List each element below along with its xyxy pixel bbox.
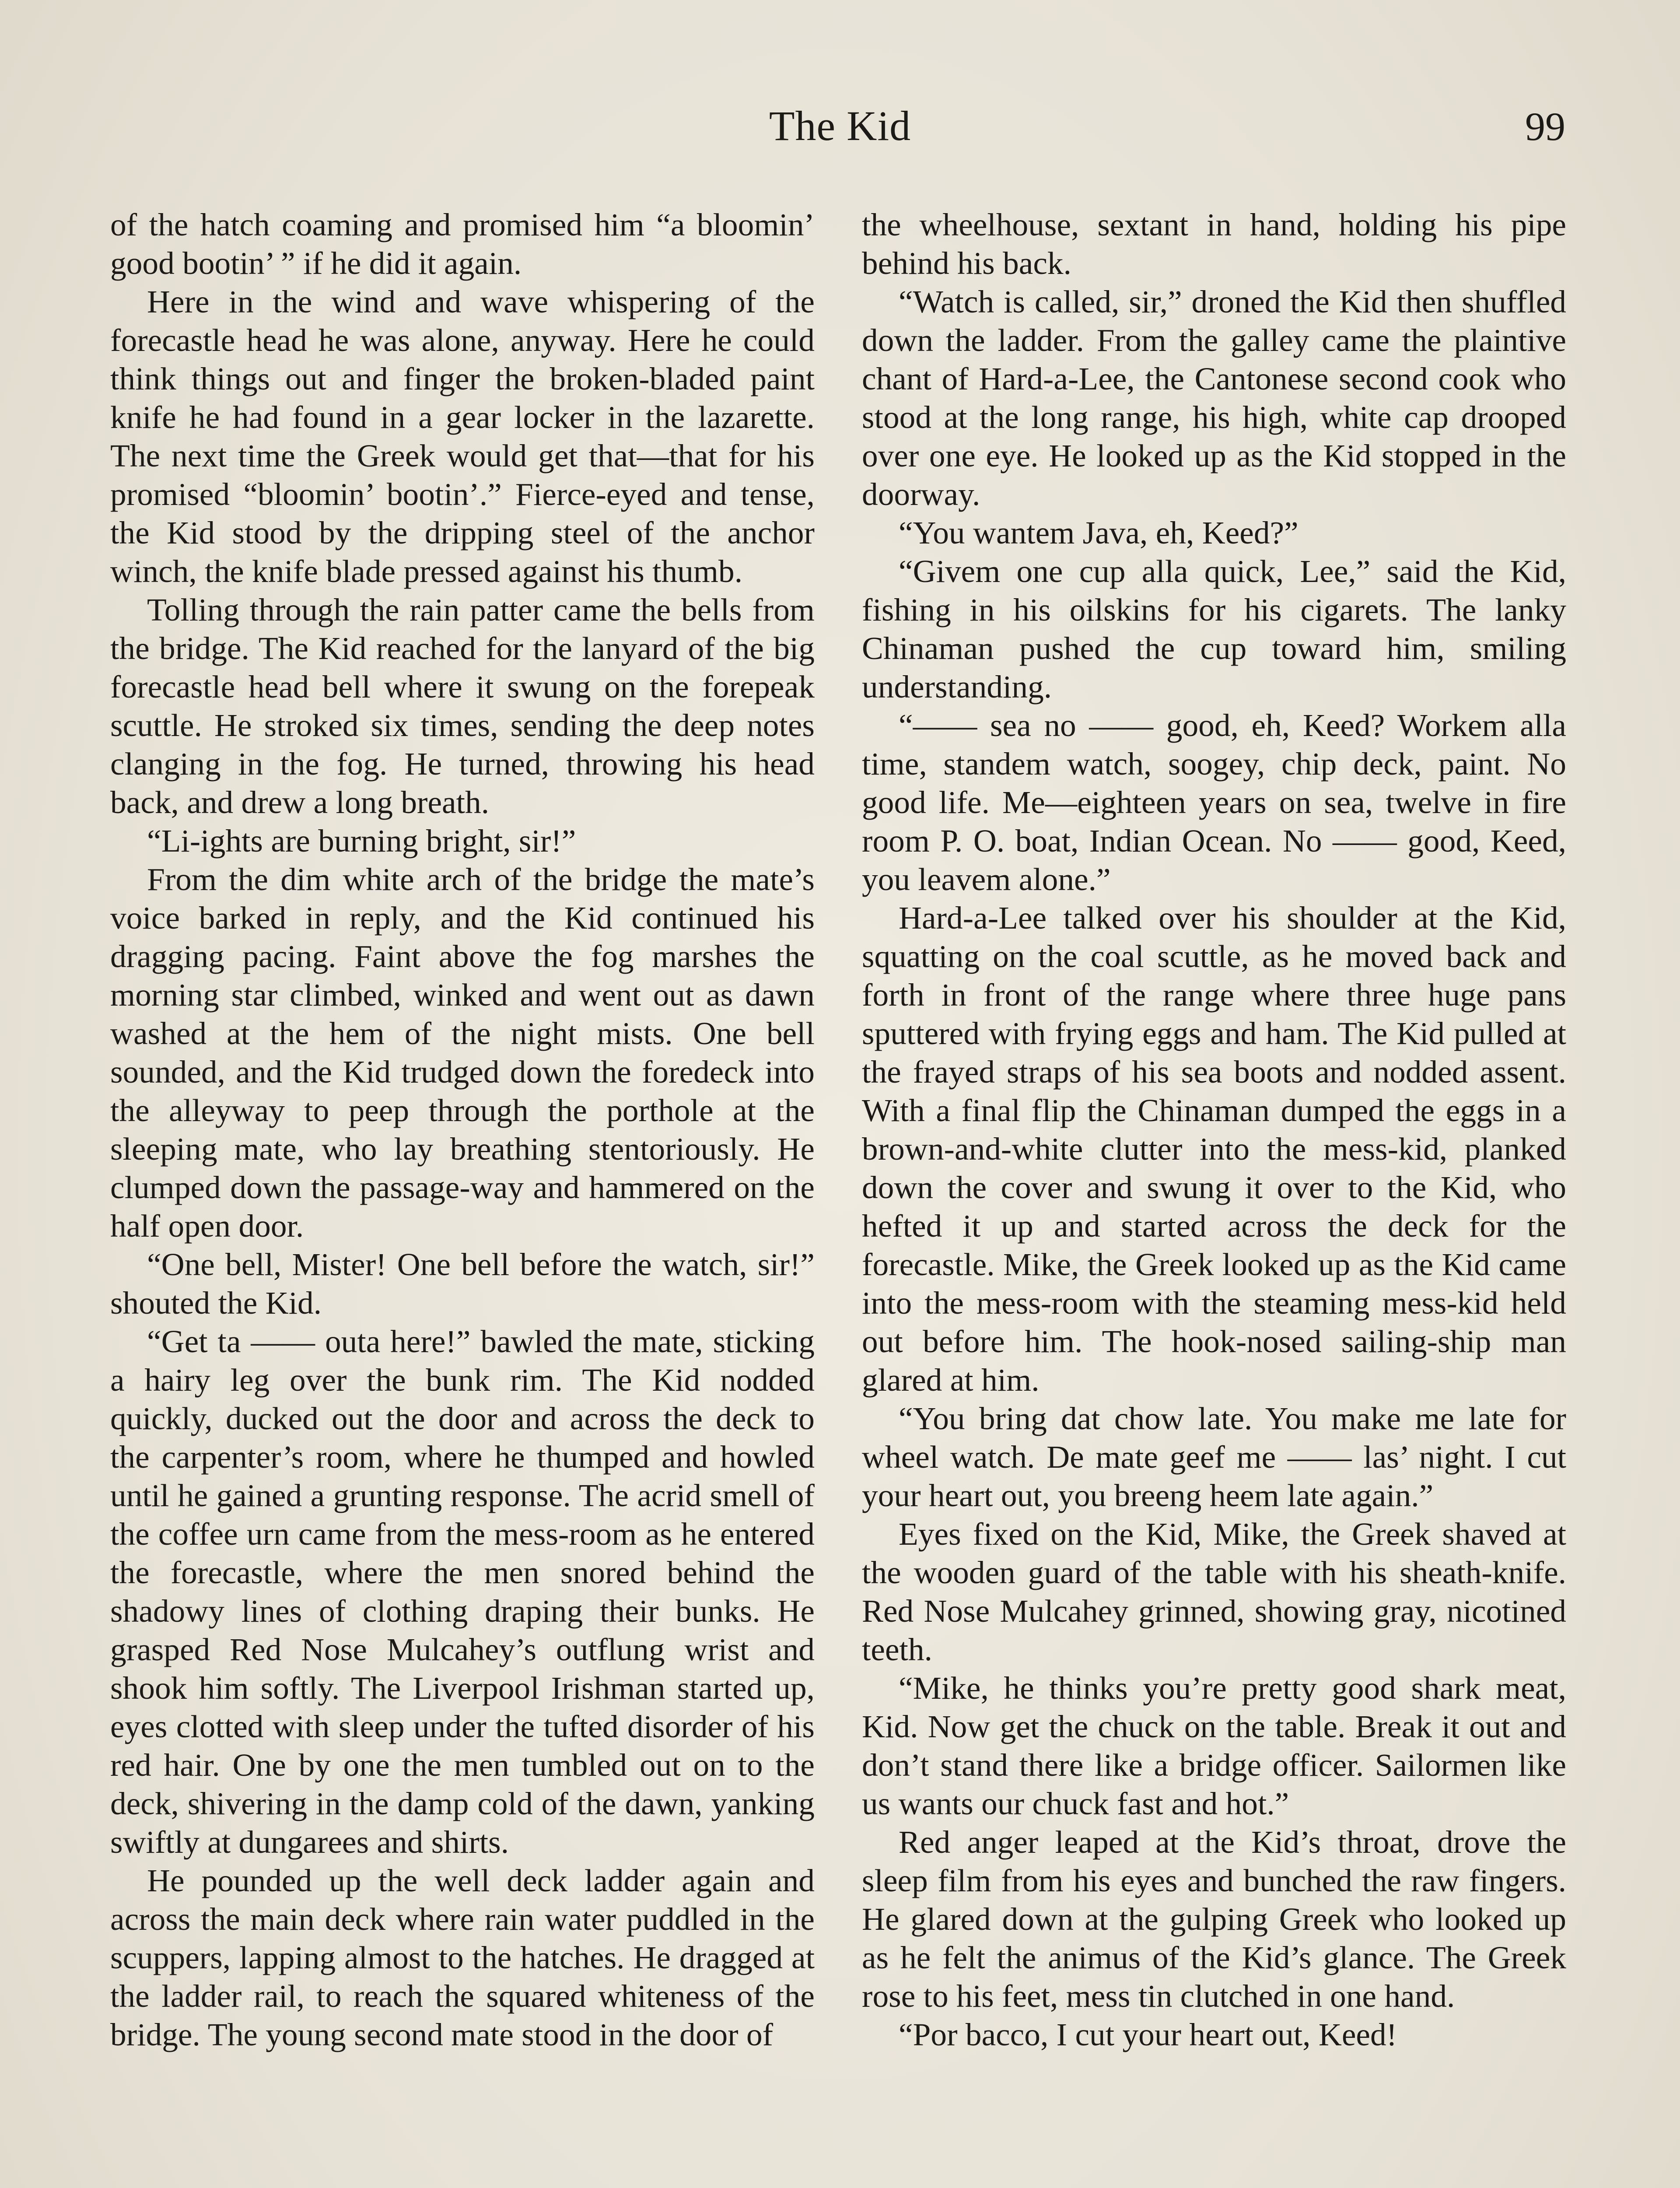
running-title: The Kid — [769, 102, 911, 149]
paragraph: Eyes fixed on the Kid, Mike, the Greek shaved at the wooden guard of the table with his sheath-knife. Red Nose Mulcahey grinned, showing gray, nicotined teeth. — [862, 1516, 1566, 1667]
paragraph: the wheelhouse, sextant in hand, holding his pipe behind his back. — [862, 207, 1566, 281]
paragraph: Tolling through the rain patter came the bells from the bridge. The Kid reached for the lanyard of the big forecastle head bell where it swung on the forepeak scuttle. He stroked six times, sending the deep notes clanging in the fog. He turned, throwing his head back, and drew a long breath. — [110, 592, 815, 820]
paragraph: Hard-a-Lee talked over his shoulder at the Kid, squatting on the coal scuttle, as he moved back and forth in front of the range where three huge pans sputtered with frying eggs and ham. The Kid pulled at the frayed straps of his sea boots and nodded assent. With a final flip the Chinaman dumped the eggs in a brown-and-white clutter into the mess-kid, planked down the cover and swung it over to the Kid, who hefted it up and started across the deck for the forecastle. Mike, the Greek looked up as the Kid came into the mess-room with the steaming mess-kid held out before him. The hook-nosed sailing-ship man glared at him. — [862, 900, 1566, 1398]
paragraph: “Mike, he thinks you’re pretty good shark meat, Kid. Now get the chuck on the table. Break it out and don’t stand there like a bridge officer. Sailormen like us wants our chuck fast and hot.” — [862, 1670, 1566, 1821]
paragraph: Red anger leaped at the Kid’s throat, drove the sleep film from his eyes and bunched the raw fingers. He glared down at the gulping Greek who looked up as he felt the animus of the Kid’s glance. The Greek rose to his feet, mess tin clutched in one hand. — [862, 1824, 1566, 2014]
text-column-left — [110, 206, 815, 2054]
page-number: 99 — [1525, 104, 1565, 149]
paragraph: He pounded up the well deck ladder again and across the main deck where rain water puddled in the scuppers, lapping almost to the hatches. He dragged at the ladder rail, to reach the squared whiteness of the bridge. The young second mate stood in the door of — [110, 1863, 815, 2052]
paragraph: “You wantem Java, eh, Keed?” — [899, 515, 1298, 551]
paragraph: “Por bacco, I cut your heart out, Keed! — [899, 2017, 1397, 2052]
paragraph: Here in the wind and wave whispering of the forecastle head he was alone, anyway. Here he could think things out and finger the broken-bladed paint knife he had found in a gear locker in the lazarette. The next time the Greek would get that—that for his promised “bloomin’ bootin’.” Fierce-eyed and tense, the Kid stood by the dripping steel of the anchor winch, the knife blade pressed against his thumb. — [110, 284, 815, 589]
paragraph: “Givem one cup alla quick, Lee,” said the Kid, fishing in his oilskins for his cigarets. The lanky Chinaman pushed the cup toward him, smiling understanding. — [862, 554, 1566, 705]
paragraph: “You bring dat chow late. You make me late for wheel watch. De mate geef me —— las’ night. I cut your heart out, you breeng heem late again.” — [862, 1401, 1566, 1513]
paragraph: “Watch is called, sir,” droned the Kid then shuffled down the ladder. From the galley came the plaintive chant of Hard-a-Lee, the Cantonese second cook who stood at the long range, his high, white cap drooped over one eye. He looked up as the Kid stopped in the doorway. — [862, 284, 1566, 512]
paragraph: “One bell, Mister! One bell before the watch, sir!” shouted the Kid. — [110, 1247, 815, 1321]
text-column-right — [862, 206, 1566, 2054]
paragraph: “—— sea no —— good, eh, Keed? Workem alla time, standem watch, soogey, chip deck, paint. No good life. Me—eighteen years on sea, twelve in fire room P. O. boat, Indian Ocean. No —— good, Keed, you leavem alone.” — [862, 708, 1566, 897]
paragraph: From the dim white arch of the bridge the mate’s voice barked in reply, and the Kid continued his dragging pacing. Faint above the fog marshes the morning star climbed, winked and went out as dawn washed at the hem of the night mists. One bell sounded, and the Kid trudged down the foredeck into the alleyway to peep through the porthole at the sleeping mate, who lay breathing stentoriously. He clumped down the passage-way and hammered on the half open door. — [110, 862, 815, 1244]
paragraph: “Li-ights are burning bright, sir!” — [147, 823, 576, 859]
paragraph: of the hatch coaming and promised him “a bloomin’ good bootin’ ” if he did it again. — [110, 207, 815, 281]
paragraph: “Get ta —— outa here!” bawled the mate, sticking a hairy leg over the bunk rim. The Kid nodded quickly, ducked out the door and across the deck to the carpenter’s room, where he thumped and howled until he gained a grunting response. The acrid smell of the coffee urn came from the mess-room as he entered the forecastle, where the men snored behind the shadowy lines of clothing draping their bunks. He grasped Red Nose Mulcahey’s outflung wrist and shook him softly. The Liverpool Irishman started up, eyes clotted with sleep under the tufted disorder of his red hair. One by one the men tumbled out on to the deck, shivering in the damp cold of the dawn, yanking swiftly at dungarees and shirts. — [110, 1324, 815, 1860]
